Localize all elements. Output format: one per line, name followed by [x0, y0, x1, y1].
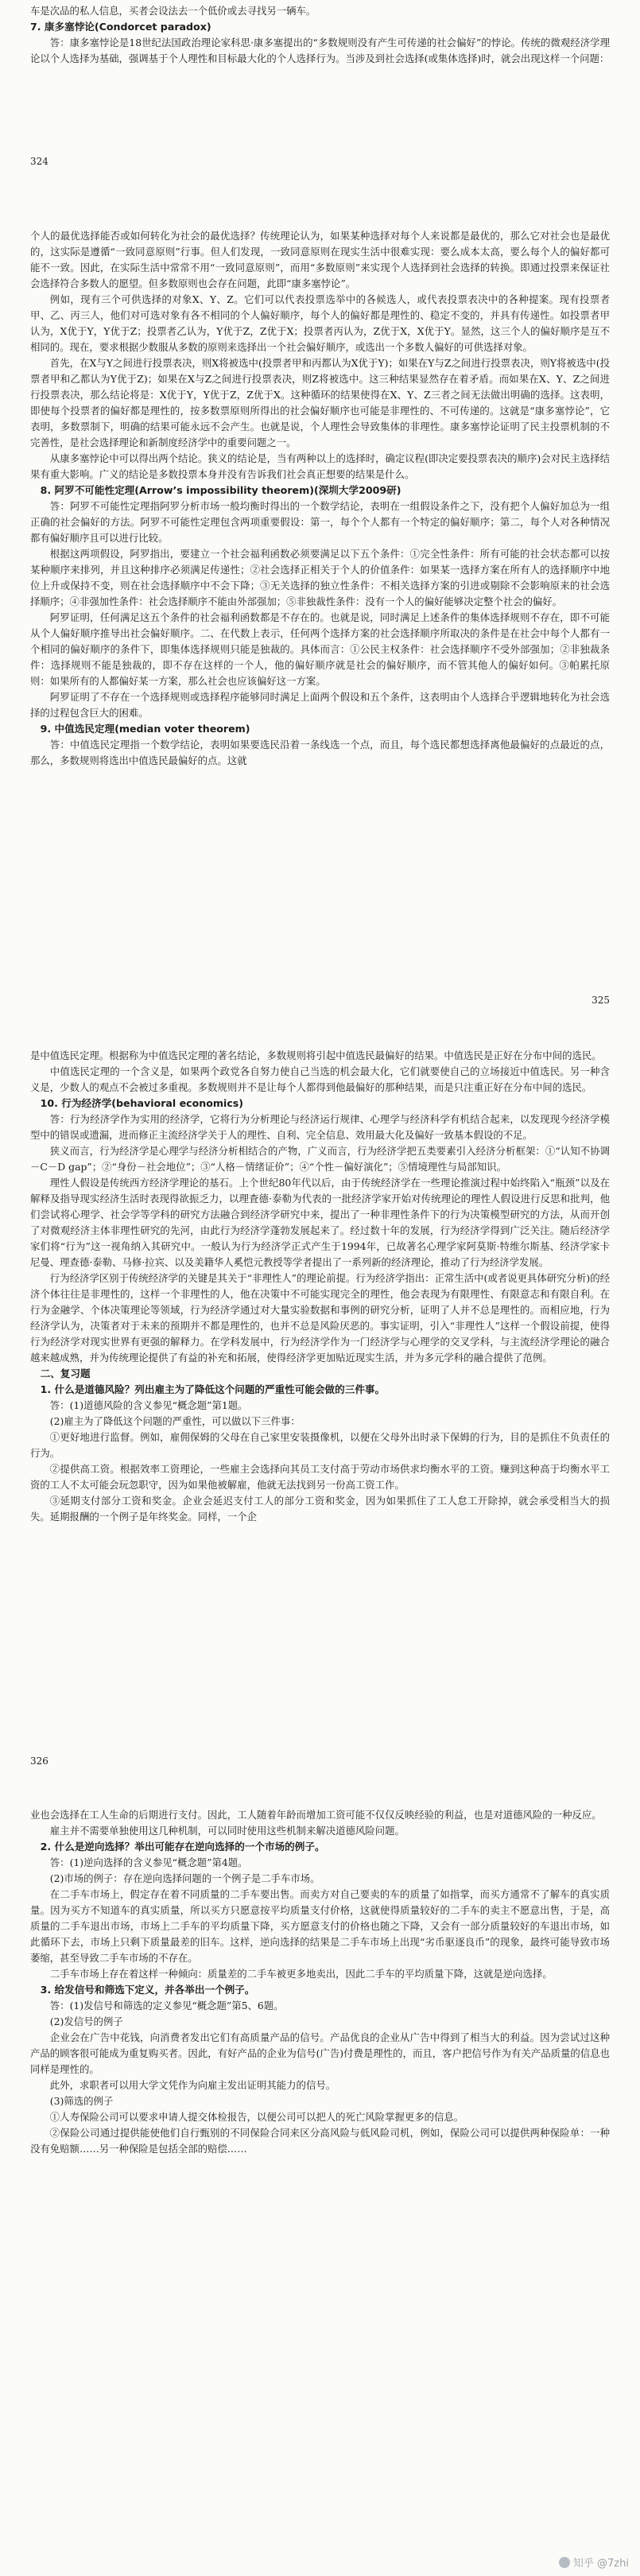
answer-text: 答：(1)发信号和筛选的定义参见“概念题”第5、6题。: [49, 2000, 284, 2012]
page-326: [0, 1016, 640, 1775]
body-text: 答：行为经济学作为实用的经济学，它将行为分析理论与经济运行规律、心理学与经济科学有机结合起来，以发现现今经济学模型中的错误或遗漏，进而修正主流经济学关于人的理性、自利、完全信息、效用最大化及偏好一致基本假设的不足。: [30, 1113, 610, 1141]
body-text: 中值选民定理的一个含义是，如果两个政党各自努力使自己当选的机会最大化，它们就要使自己的立场接近中值选民。另一种含义是，少数人的观点不会被过多重视。多数规则并不是让每个人都得到他最偏好的那种结果，而是只注重正好在分布中间的选民。: [30, 1065, 610, 1093]
page-number: 325: [592, 995, 610, 1006]
answer-text: (2)市场的例子：存在逆向选择问题的一个例子是二手车市场。: [49, 1872, 320, 1884]
page-number: 324: [30, 156, 48, 167]
answer-text: ②提供高工资。根据效率工资理论，一些雇主会选择向其员工支付高于劳动市场供求均衡水平的工资。赚到这种高于均衡水平工资的工人不太可能会玩忽职守，因为如果他被解雇，他就无法找到另一份高工资工作。: [30, 1463, 610, 1491]
body-text: 阿罗证明，任何满足这五个条件的社会福利函数都是不存在的。也就是说，同时满足上述条件的集体选择规则不存在，即不可能从个人偏好顺序推导出社会偏好顺序。二、在代数上表示，任何两个选择方案的社会选择顺序所取决的条件是在社会中每个人都有一个相同的偏好顺序的条件下，即集体选择规则只能是独裁的。具体而言：①公民主权条件：社会选择顺序不受外部强加；②非独裁条件：选择规则不能是独裁的，即不存在这样的一个人，他的偏好顺序就是社会的偏好顺序，而不管其他人的偏好如何。③帕累托原则：如果所有的人都偏好某一方案，那么社会也应该偏好这一方案。: [30, 611, 610, 687]
page-327: [0, 1775, 640, 2576]
body-text: 阿罗证明了不存在一个选择规则或选择程序能够同时满足上面两个假设和五个条件，这表明由个人选择合乎逻辑地转化为社会选择的过程包含巨大的困难。: [30, 691, 610, 719]
body-text: 狭义而言，行为经济学是心理学与经济分析相结合的产物，广义而言，行为经济学把五类要素引入经济分析框架：①“认知不协调－C－D gap”；②“身份－社会地位”；③“人格－情绪证价”；④“个性－偏好演化”；⑤情境理性与局部知识。: [30, 1145, 610, 1173]
answer-text: 二手车市场上存在着这样一种倾向：质量差的二手车被更多地卖出，因此二手车的平均质量下降，这就是逆向选择。: [49, 1968, 553, 1980]
answer-text: 答：(1)道德风险的含义参见“概念题”第1题。: [49, 1399, 248, 1411]
answer-text: 在二手车市场上，假定存在着不同质量的二手车要出售。而卖方对自己要卖的车的质量了如指掌，而买方通常不了解车的真实质量。因为买方不知道车的真实质量，所以买方只愿意按平均质量支付价格，这就使得质量较好的二手车的卖主不愿意出售，于是，高质量的二手车退出市场，市场上二手车的平均质量下降，买方愿意支付的价格也随之下降，又会有一部分质量较好的车退出市场，如此循环下去，市场上只剩下质量最差的旧车。这样，逆向选择的结果是二手车市场上出现“劣币驱逐良币”的现象，最终可能导致市场萎缩，甚至导致二手车市场的不存在。: [30, 1888, 610, 1964]
page-324: [0, 0, 640, 179]
heading-median-voter: 9. 中值选民定理(median voter theorem): [40, 723, 250, 735]
answer-text: ③延期支付部分工资和奖金。企业会延迟支付工人的部分工资和奖金，因为如果抓住了工人怠工开除掉，就会承受相当大的损失。延期报酬的一个例子是年终奖金。同样，一个企: [30, 1495, 610, 1523]
answer-text: ①人寿保险公司可以要求申请人提交体检报告，以便公司可以把人的死亡风险掌握更多的信息。: [49, 2111, 464, 2123]
answer-text: (3)筛选的例子: [49, 2095, 114, 2107]
body-text: 根据这两项假设，阿罗指出，要建立一个社会福利函数必须要满足以下五个条件：①完全性条件：所有可能的社会状态都可以按某种顺序来排列，并且这种排序必须满足传递性；②社会选择正相关于个人的价值条件：如果某一选择方案在所有人的选择顺序中地位上升或保持不变，则在社会选择顺序中不会下降；③无关选择的独立性条件：不相关选择方案的引进或剔除不会影响原来的社会选择顺序；④非强加性条件：社会选择顺序不能由外部强加；⑤非独裁性条件：没有一个人的偏好能够决定整个社会的偏好。: [30, 548, 610, 607]
body-text: 从康多塞悖论中可以得出两个结论。狭义的结论是，当有两种以上的选择时，确定议程(即决定要投票表决的顺序)会对民主选择结果有重大影响。广义的结论是多数投票本身并没有告诉我们社会真正想要的结果是什么。: [30, 452, 610, 480]
page-number: 326: [30, 1755, 48, 1767]
answer-text: ①更好地进行监督。例如，雇佣保姆的父母在自己家里安装摄像机，以便在父母外出时录下保姆的行为，目的是抓住不负责任的行为。: [30, 1431, 610, 1459]
heading-arrow: 8. 阿罗不可能性定理(Arrow’s impossibility theorem)(深圳大学2009研): [40, 484, 401, 496]
body-text: 首先，在X与Y之间进行投票表决，则X将被选中(投票者甲和丙都认为X优于Y)；如果在Y与Z之间进行投票表决，则Y将被选中(投票者甲和乙都认为Y优于Z)；如果在X与Z之间进行投票表决，则Z将被选中。这三种结果显然存在着矛盾。而如果在X、Y、Z之间进行投票表决，那么结论将是：X优于Y，Y优于Z，Z优于X。这种循环的结果使得在X、Y、Z三者之间无法做出明确的选择。这表明，即使每个投票者的偏好都是理性的，按多数票原则所得出的社会偏好顺序也可能是非理性的、不可传递的。这就是“康多塞悖论”，它表明，多数票制下，明确的结果可能永远不会产生。也就是说，个人理性会导致集体的非理性。康多塞悖论证明了民主投票机制的不完善性，是社会选择理论和新制度经济学中的重要问题之一。: [30, 357, 610, 448]
heading-behavioral: 10. 行为经济学(behavioral economics): [40, 1097, 244, 1109]
zhihu-logo-icon: [559, 2557, 570, 2568]
question-1: 1. 什么是道德风险？列出雇主为了降低这个问题的严重性可能会做的三件事。: [40, 1383, 386, 1395]
body-text: 业也会选择在工人生命的后期进行支付。因此，工人随着年龄而增加工资可能不仅仅反映经验的利益，也是对道德风险的一种反应。: [30, 1809, 602, 1821]
body-text: 理性人假设是传统西方经济学理论的基石。上个世纪80年代以后，由于传统经济学在一些理论推演过程中始终陷入“瓶颈”以及在解释及指导现实经济生活时表现得欲振乏力，以理査德·泰勒为代表的一批经济学家开始对传统理论的理性人假设进行反思和批判，他们尝试将心理学、社会学等学科的研究方法融合到经济学研究中来，提出了一种非理性条件下的行为决策模型研究的方法，从而开创了对微观经济主体非理性研究的先河，由此行为经济学蓬勃发展起来了。经过数十年的发展，行为经济学得到广泛关注。随后经济学家们将“行为”这一视角纳入其研究中。一般认为行为经济学正式产生于1994年，已故著名心理学家阿莫斯·特维尔斯基、经济学家卡尼曼、理查德·泰勒、马修·拉宾、以及美籍华人奚恺元教授等学者提出了一系列新的经济理论，推动了行为经济学发展。: [30, 1177, 610, 1268]
body-text: 是中值选民定理。根据称为中值选民定理的著名结论，多数规则将引起中值选民最偏好的结果。中值选民是正好在分布中间的选民。: [30, 1049, 602, 1061]
watermark: [559, 2555, 629, 2570]
section-title: 二、复习题: [40, 1368, 91, 1379]
watermark-text: 知乎 @7zhi: [572, 2558, 629, 2570]
answer-text: (2)雇主为了降低这个问题的严重性，可以做以下三件事：: [49, 1415, 301, 1427]
body-text: 车是次品的私人信息，买者会设法去一个低价或去寻找另一辆车。: [30, 5, 316, 17]
body-text: 答：阿罗不可能性定理指阿罗分析市场一般均衡时得出的一个数学结论，表明在一组假设条件之下，没有把个人偏好加总为一组正确的社会偏好的方法。阿罗不可能性定理包含两项重要假设：第一，每个个人都有一个特定的偏好顺序；第二，每个人对各种情况都有偏好顺序且可以进行比较。: [30, 500, 610, 544]
answer-text: ②保险公司通过提供能使他们自行甄别的不同保险合同来区分高风险与低风险司机，例如，保险公司可以提供两种保险单：一种没有免赔额……另一种保险是包括全部的赔偿……: [30, 2127, 610, 2155]
body-text: 雇主并不需要单独使用这几种机制，可以同时使用这些机制来解决道德风险问题。: [49, 1825, 405, 1837]
answer-text: 答：(1)逆向选择的含义参见“概念题”第4题。: [49, 1856, 248, 1868]
body-text: 个人的最优选择能否或如何转化为社会的最优选择？传统理论认为，如果某种选择对每个人来说都是最优的，那么它对社会也是最优的，这实际是遵循“一致同意原则”行事。但人们发现，一致同意原则在现实生活中很难实现：要么成本太高，要么每个人的偏好都可能不一致。因此，在实际生活中常常不用“一致同意原则”，而用“多数原则”来实现个人选择到社会选择的转换。即通过投票来保证社会选择符合多数人的愿望。但多数原则也会存在问题，此即“康多塞悖论”。: [30, 230, 610, 289]
question-3: 3. 给发信号和筛选下定义，并各举出一个例子。: [40, 1984, 255, 1996]
body-text: 行为经济学区别于传统经济学的关键是其关于“非理性人”的理论前提。行为经济学指出：正常生活中(或者说更具体研究分析)的经济个体往往是非理性的，这样一个非理性的人，他在决策中不可能实现完全的理性，他会表现为有限理性、有限意志和有限自利。在行为金融学、个体决策理论等领域，行为经济学通过对大量实验数据和事例的研究分析，证明了人并不总是理性的。而相应地，行为经济学认为，决策者对于未来的预期并不都是理性的，也并不总是风险厌恶的。事实证明，引入“非理性人”这样一个假设前提，使得行为经济学对现实世界有更强的解释力。在学科发展中，行为经济学作为一门经济学与心理学的交叉学科，与主流经济学理论的融合越来越成熟，并为传统理论提供了有益的补充和拓展，使得经济学更加贴近现实生活，并为多元学科的融合提供了范例。: [30, 1272, 610, 1364]
page-325: [0, 179, 640, 1016]
answer-text: 企业会在广告中花钱，向消费者发出它们有高质量产品的信号。产品优良的企业从广告中得到了相当大的利益。因为尝试过这种产品的顾客很可能成为重复购买者。因此，有好产品的企业为信号(广告)付费是理性的，而且，客户把信号作为有关产品质量的信息也同样是理性的。: [30, 2031, 610, 2075]
heading-condorcet: 7. 康多塞悖论(Condorcet paradox): [30, 21, 211, 33]
body-text: 例如，现有三个可供选择的对象X、Y、Z。它们可以代表投票选举中的各候选人，或代表投票表决中的各种提案。现有投票者甲、乙、丙三人，他们对可选对象有各不相同的个人偏好顺序，每个人的偏好都是理性的、稳定不变的，并具有传递性。如投票者甲认为，X优于Y，Y优于Z；投票者乙认为，Y优于Z，Z优于X；投票者丙认为，Z优于X，X优于Y。显然，这三个人的偏好顺序是互不相同的。现在，要求根据少数服从多数的原则来选择出一个社会偏好顺序，或选出一个多数人偏好的可供选择对象。: [30, 293, 610, 353]
body-text: 答：中值选民定理指一个数学结论，表明如果要选民沿着一条线选一个点，而且，每个选民都想选择离他最偏好的点最近的点，那么，多数规则将选出中值选民最偏好的点。这就: [30, 739, 610, 766]
answer-text: 此外，求职者可以用大学文凭作为向雇主发出证明其能力的信号。: [49, 2079, 336, 2091]
answer-text: (2)发信号的例子: [49, 2015, 123, 2027]
question-2: 2. 什么是逆向选择？举出可能存在逆向选择的一个市场的例子。: [40, 1841, 325, 1852]
body-text: 答：康多塞悖论是18世纪法国政治理论家科思·康多塞提出的“多数规则没有产生可传递的社会偏好”的悖论。传统的微观经济学理论以个人选择为基础，强调基于个人理性和目标最大化的个人选择行为。当涉及到社会选择(或集体选择)时，就会出现这样一个问题：: [30, 37, 610, 64]
